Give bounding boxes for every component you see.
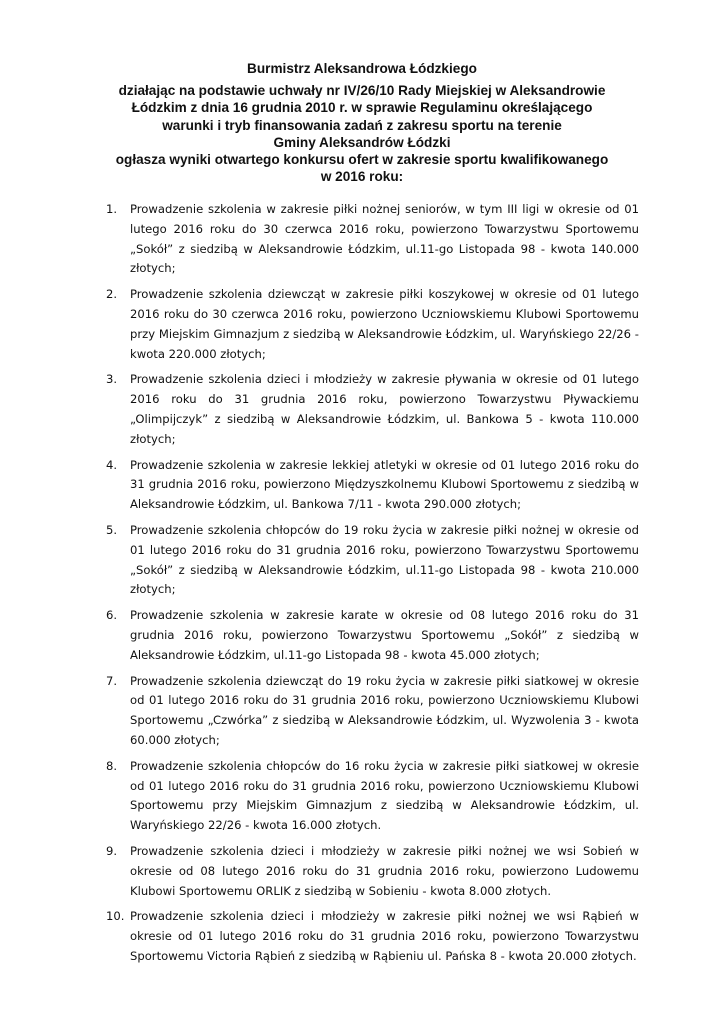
list-item [106,757,639,836]
list-item [106,456,639,515]
item-number: 3. [106,372,118,387]
item-number: 4. [106,457,118,472]
list-item [106,200,639,279]
item-text: Prowadzenie szkolenia dziewcząt do 19 roku życia w zakresie piłki siatkowej w okresie od 01 lutego 2016 roku do 31 grudnia 2016 roku, powierzono Uczniowskiemu Klubowi Sportowemu „Czwórka” z siedzibą w Aleksandrowie Łódzkim, ul. Wyzwolenia 3 - kwota 60.000 złotych; [130,673,639,747]
item-number: 1. [106,202,118,216]
item-text: Prowadzenie szkolenia w zakresie karate w okresie od 08 lutego 2016 roku do 31 grudnia 2016 roku, powierzono Towarzystwu Sportowemu „Sokół” z siedzibą w Aleksandrowie Łódzkim, ul.11-go Listopada 98 - kwota 45.000 złotych; [130,608,639,662]
item-number: 9. [106,843,118,858]
header-line: warunki i tryb finansowania zadań z zakresu sportu na terenie [162,117,562,133]
announcement-header [70,60,654,185]
header-line: działając na podstawie uchwały nr IV/26/10 Rady Miejskiej w Aleksandrowie [118,83,606,99]
issuer-title: Burmistrz Aleksandrowa Łódzkiego [247,61,477,76]
item-text: Prowadzenie szkolenia dzieci i młodzieży w zakresie pływania w okresie od 01 lutego 2016 roku do 31 grudnia 2016 roku, powierzono Towarzystwu Pływackiemu „Olimpijczyk” z siedzibą w Aleksandrowie Łódzkim, ul. Bankowa 5 - kwota 110.000 złotych; [130,372,639,446]
list-item [106,285,639,364]
item-text: Prowadzenie szkolenia dziewcząt w zakresie piłki koszykowej w okresie od 01 lutego 2016 roku do 30 czerwca 2016 roku, powierzono Uczniowskiemu Klubowi Sportowemu przy Miejskim Gimnazjum z siedzibą w Aleksandrowie Łódzkim, ul. Waryńskiego 22/26 - kwota 220.000 złotych; [130,287,639,361]
header-line: ogłasza wyniki otwartego konkursu ofert w zakresie sportu kwalifikowanego [115,152,609,168]
item-text: Prowadzenie szkolenia chłopców do 16 roku życia w zakresie piłki siatkowej w okresie od 01 lutego 2016 roku do 31 grudnia 2016 roku, powierzono Uczniowskiemu Klubowi Sportowemu przy Miejskim Gimnazjum z siedzibą w Aleksandrowie Łódzkim, ul. Waryńskiego 22/26 - kwota 16.000 złotych. [130,758,639,833]
header-line: Łódzkim z dnia 16 grudnia 2010 r. w sprawie Regulaminu określającego [131,100,593,116]
list-item [106,672,639,751]
item-text: Prowadzenie szkolenia dzieci i młodzieży w zakresie piłki nożnej we wsi Sobień w okresie od 08 lutego 2016 roku do 31 grudnia 2016 roku, powierzono Ludowemu Klubowi Sportowemu ORLIK z siedzibą w Sobieniu - kwota 8.000 złotych. [130,843,639,898]
item-number: 5. [106,522,118,537]
list-item [106,842,639,901]
item-text: Prowadzenie szkolenia dzieci i młodzieży w zakresie piłki nożnej we wsi Rąbień w okresie od 01 lutego 2016 roku do 31 grudnia 2016 roku, powierzono Towarzystwu Sportowemu Victoria Rąbień z siedzibą w Rąbieniu ul. Pańska 8 - kwota 20.000 złotych. [130,909,639,963]
list-item [106,370,639,449]
item-number: 10. [106,909,125,924]
item-number: 6. [106,608,118,623]
header-line: Gminy Aleksandrów Łódzki [273,134,451,150]
item-text: Prowadzenie szkolenia chłopców do 19 roku życia w zakresie piłki nożnej w okresie od 01 lutego 2016 roku do 31 grudnia 2016 roku, powierzono Towarzystwu Sportowemu „Sokół” z siedzibą w Aleksandrowie Łódzkim, ul.11-go Listopada 98 - kwota 210.000 złotych; [130,522,639,597]
item-number: 2. [106,287,118,302]
results-list [106,200,639,973]
header-line: w 2016 roku: [320,169,404,185]
item-text: Prowadzenie szkolenia w zakresie piłki nożnej seniorów, w tym III ligi w okresie od 01 lutego 2016 roku do 30 czerwca 2016 roku, powierzono Towarzystwu Sportowemu „Sokół” z siedzibą w Aleksandrowie Łódzkim, ul.11-go Listopada 98 - kwota 140.000 złotych; [130,202,639,276]
item-text: Prowadzenie szkolenia w zakresie lekkiej atletyki w okresie od 01 lutego 2016 roku do 31 grudnia 2016 roku, powierzono Międzyszkolnemu Klubowi Sportowemu z siedzibą w Aleksandrowie Łódzkim, ul. Bankowa 7/11 - kwota 290.000 złotych; [130,457,639,512]
list-item [106,521,639,600]
item-number: 8. [106,758,118,773]
list-item [106,907,639,966]
item-number: 7. [106,673,118,688]
list-item [106,606,639,665]
